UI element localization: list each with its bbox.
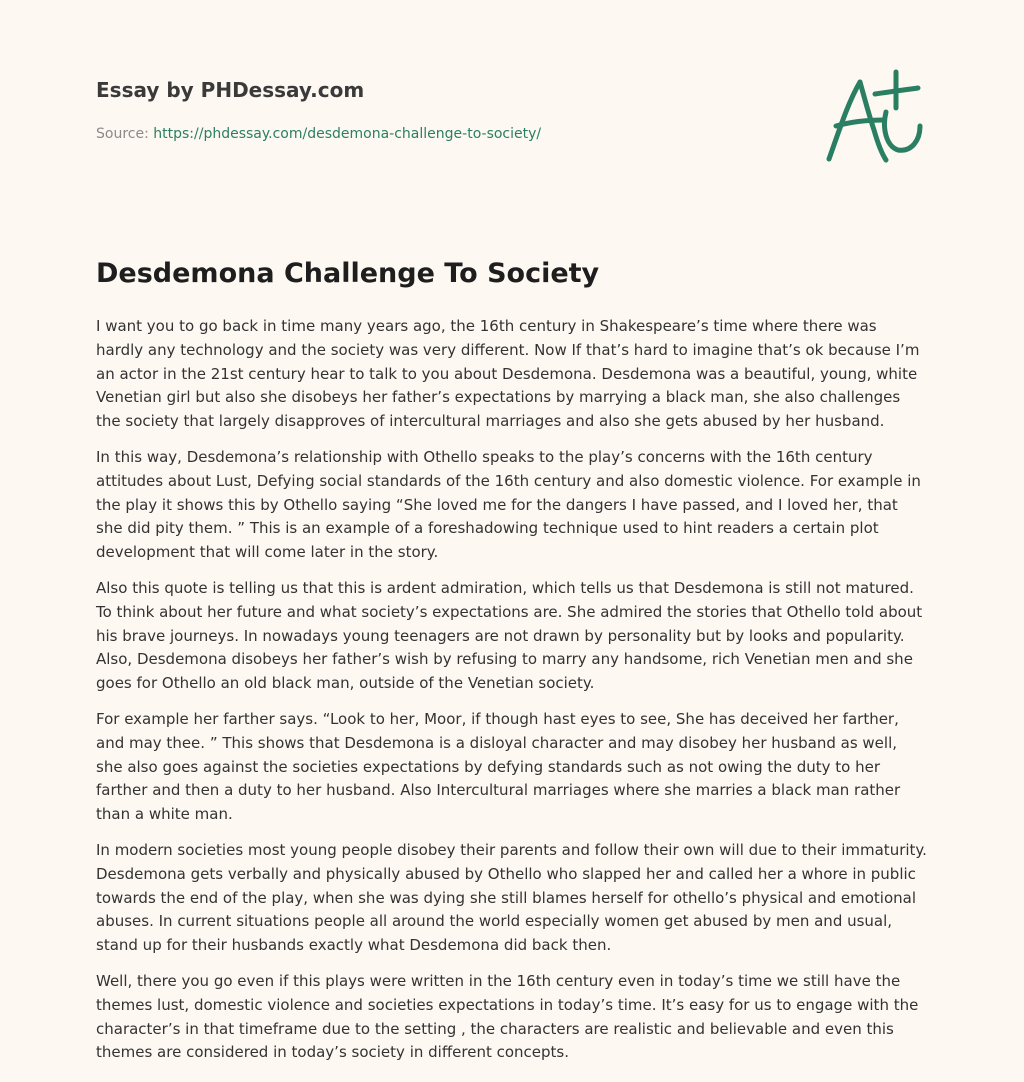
essay-paragraph: In this way, Desdemona’s relationship with Othello speaks to the play’s concerns with the 16th century attitudes about Lust, Defying social standards of the 16th century and also domestic violence. For example in the play it shows this by Othello saying “She loved me for the dangers I have passed, and I loved her, that she did pity them. ” This is an example of a foreshadowing technique used to hint readers a certain plot development that will come later in the story. [96, 447, 921, 562]
a-plus-grade-icon [820, 64, 930, 170]
essay-paragraph: Also this quote is telling us that this is ardent admiration, which tells us that Desdemona is still not matured. To think about her future and what society’s expectations are. She admired the stories that Othello told about his brave journeys. In nowadays young teenagers are not drawn by personality but by looks and popularity. Also, Desdemona disobeys her father’s wish by refusing to marry any handsome, rich Venetian men and she goes for Othello an old black man, outside of the Venetian society. [96, 578, 923, 693]
essay-paragraph: Well, there you go even if this plays were written in the 16th century even in today’s time we still have the themes lust, domestic violence and societies expectations in today’s time. It’s easy for us to engage with the character’s in that timeframe due to the setting , the characters are realistic and believable and even this themes are considered in today’s society in different concepts. [96, 971, 919, 1062]
essay-paragraph: For example her farther says. “Look to her, Moor, if though hast eyes to see, She has deceived her farther, and may thee. ” This shows that Desdemona is a disloyal character and may disobey her husband as well, she also goes against the societies expectations by defying standards such as not owing the duty to her farther and then a duty to her husband. Also Intercultural marriages where she marries a black man rather than a white man. [96, 709, 901, 824]
essay-title: Desdemona Challenge To Society [96, 258, 600, 289]
essay-paragraph: In modern societies most young people disobey their parents and follow their own will due to their immaturity. Desdemona gets verbally and physically abused by Othello who slapped her and called her a whore in public towards the end of the play, when she was dying she still blames herself for othello’s physical and emotional abuses. In current situations people all around the world especially women get abused by men and usual, stand up for their husbands exactly what Desdemona did back then. [96, 840, 927, 955]
site-brand: Essay by PHDessay.com [96, 78, 365, 102]
essay-body [96, 315, 928, 1077]
source-label: Source: [96, 126, 149, 142]
source-line [96, 124, 796, 144]
source-link[interactable]: https://phdessay.com/desdemona-challenge-to-society/ [153, 126, 542, 142]
essay-paragraph: I want you to go back in time many years ago, the 16th century in Shakespeare’s time where there was hardly any technology and the society was very different. Now If that’s hard to imagine that’s ok because I’m an actor in the 21st century hear to talk to you about Desdemona. Desdemona was a beautiful, young, white Venetian girl but also she disobeys her father’s expectations by marrying a black man, she also challenges the society that largely disapproves of intercultural marriages and also she gets abused by her husband. [96, 317, 920, 431]
page-header [96, 76, 796, 144]
